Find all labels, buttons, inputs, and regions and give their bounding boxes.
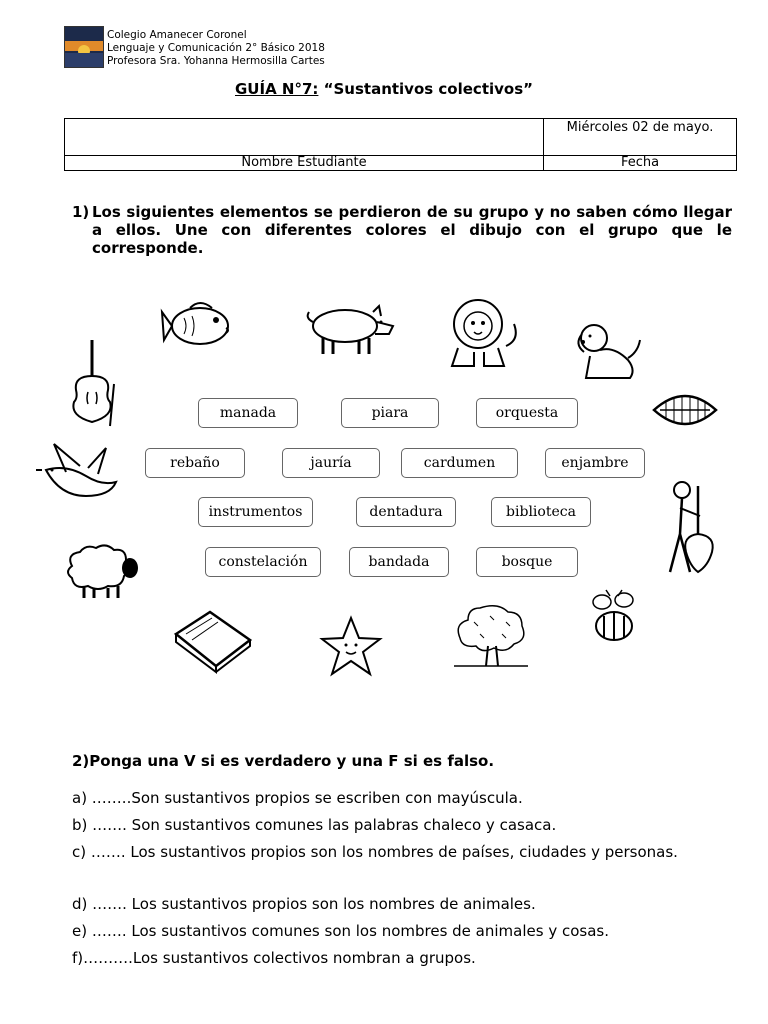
sheep-icon[interactable] bbox=[62, 544, 142, 600]
student-info-table bbox=[64, 118, 737, 171]
word-box[interactable]: bosque bbox=[476, 547, 578, 577]
dog-icon[interactable] bbox=[572, 320, 644, 382]
true-false-item[interactable]: b) ……. Son sustantivos comunes las palabras chaleco y casaca. bbox=[72, 816, 557, 834]
word-box[interactable]: bandada bbox=[349, 547, 449, 577]
true-false-item[interactable]: f)……….Los sustantivos colectivos nombran a grupos. bbox=[72, 949, 476, 967]
guide-topic: “Sustantivos colectivos” bbox=[318, 80, 533, 98]
true-false-item[interactable]: d) ……. Los sustantivos propios son los nombres de animales. bbox=[72, 895, 536, 913]
date-label: Fecha bbox=[544, 156, 737, 171]
true-false-item[interactable]: c) ……. Los sustantivos propios son los nombres de países, ciudades y personas. bbox=[72, 843, 678, 861]
school-logo bbox=[64, 26, 104, 68]
question-2-title: 2)Ponga una V si es verdadero y una F si es falso. bbox=[72, 752, 495, 770]
books-icon[interactable] bbox=[170, 604, 256, 674]
school-name: Colegio Amanecer Coronel bbox=[107, 29, 247, 41]
word-box[interactable]: cardumen bbox=[401, 448, 518, 478]
fish-icon[interactable] bbox=[160, 296, 240, 354]
page-title bbox=[0, 80, 768, 98]
date-field[interactable]: Miércoles 02 de mayo. bbox=[544, 119, 737, 156]
course-name: Lenguaje y Comunicación 2° Básico 2018 bbox=[107, 42, 325, 54]
word-box[interactable]: constelación bbox=[205, 547, 321, 577]
word-box[interactable]: biblioteca bbox=[491, 497, 591, 527]
word-box[interactable]: manada bbox=[198, 398, 298, 428]
student-name-field[interactable] bbox=[65, 119, 544, 156]
musician-icon[interactable] bbox=[654, 478, 720, 576]
pig-icon[interactable] bbox=[303, 302, 398, 358]
teeth-icon[interactable] bbox=[650, 388, 720, 432]
lion-icon[interactable] bbox=[444, 296, 524, 372]
word-box[interactable]: piara bbox=[341, 398, 439, 428]
guide-number: GUÍA N°7: bbox=[235, 80, 319, 98]
word-box[interactable]: instrumentos bbox=[198, 497, 313, 527]
star-icon[interactable] bbox=[318, 614, 384, 680]
bee-icon[interactable] bbox=[586, 588, 646, 646]
student-name-label: Nombre Estudiante bbox=[65, 156, 544, 171]
bird-icon[interactable] bbox=[36, 440, 122, 500]
violin-icon[interactable] bbox=[66, 336, 126, 428]
word-box[interactable]: enjambre bbox=[545, 448, 645, 478]
question-1-text: Los siguientes elementos se perdieron de su grupo y no saben cómo llegar a ellos. Une con diferentes colores el dibujo con el grupo que le corresponde. bbox=[92, 203, 732, 257]
word-box[interactable]: rebaño bbox=[145, 448, 245, 478]
word-box[interactable]: orquesta bbox=[476, 398, 578, 428]
teacher-name: Profesora Sra. Yohanna Hermosilla Cartes bbox=[107, 55, 325, 67]
word-box[interactable]: jauría bbox=[282, 448, 380, 478]
question-1-number: 1) bbox=[72, 203, 90, 221]
true-false-item[interactable]: e) ……. Los sustantivos comunes son los nombres de animales y cosas. bbox=[72, 922, 609, 940]
tree-icon[interactable] bbox=[450, 600, 532, 670]
word-box[interactable]: dentadura bbox=[356, 497, 456, 527]
true-false-item[interactable]: a) ……..Son sustantivos propios se escriben con mayúscula. bbox=[72, 789, 523, 807]
question-1 bbox=[72, 203, 732, 257]
